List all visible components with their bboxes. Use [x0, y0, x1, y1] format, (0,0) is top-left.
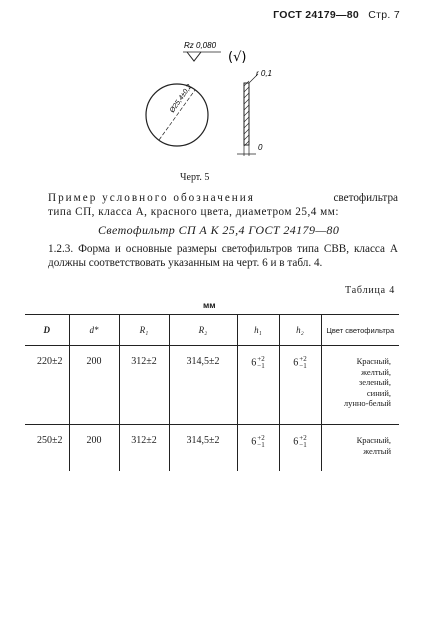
header-r1: R₁	[119, 315, 169, 346]
color-item: лунно-белый	[343, 398, 391, 408]
example-tail: светофильтра	[333, 192, 398, 204]
h2-base: 6	[293, 436, 299, 448]
header-color: Цвет светофильтра	[321, 315, 399, 346]
clause-paragraph: 1.2.3. Форма и основные размеры светофильтров типа СВВ, класса А должны соответствовать указанным на черт. 6 и в табл. 4.	[48, 243, 398, 269]
table-row	[25, 346, 399, 425]
hatch-line	[244, 129, 249, 134]
cell-r1: 312±2	[119, 425, 169, 472]
cell-h2	[279, 346, 321, 425]
page-number: Стр. 7	[368, 9, 400, 21]
color-item: Красный,	[356, 356, 391, 366]
hatch-line	[244, 93, 249, 98]
h2-lower: −1	[299, 362, 307, 370]
h1-lower: −1	[257, 441, 265, 449]
h2-tolerance	[299, 435, 306, 449]
technical-drawing	[140, 30, 290, 160]
hatch-line	[244, 117, 249, 122]
page-header	[273, 9, 400, 21]
radius-label: r 0,1	[256, 69, 273, 78]
h1-base: 6	[251, 436, 257, 448]
h1-lower: −1	[257, 362, 265, 370]
cell-d-outer: 250±2	[25, 425, 69, 472]
example-designation: Светофильтр СП А К 25,4 ГОСТ 24179—80	[98, 223, 340, 237]
h1-base: 6	[251, 357, 257, 369]
roughness-parenthesis: (√)	[228, 50, 247, 65]
header-h1: h₁	[237, 315, 279, 346]
h1-upper: +2	[257, 434, 265, 442]
cell-d-inner: 200	[69, 346, 119, 425]
units-label: мм	[203, 300, 216, 310]
h2-upper: +2	[299, 434, 307, 442]
cell-d-outer: 220±2	[37, 356, 63, 367]
h2-upper: +2	[299, 355, 307, 363]
h2-base: 6	[293, 357, 299, 369]
standard-number: ГОСТ 24179—80	[273, 9, 360, 21]
cell-d-inner: 200	[69, 425, 119, 472]
roughness-symbol	[187, 52, 201, 61]
h1-tolerance	[257, 356, 264, 370]
cell-h1	[237, 425, 279, 472]
color-item: желтый	[363, 445, 391, 456]
header-r2: R₂	[169, 315, 237, 346]
h1-tolerance	[257, 435, 264, 449]
h2-lower: −1	[299, 441, 307, 449]
header-d-inner: d*	[69, 315, 119, 346]
example-lead: Пример условного обозначения	[48, 192, 255, 204]
cell-colors	[321, 425, 399, 472]
hatch-line	[244, 105, 249, 110]
example-line2: типа СП, класса А, красного цвета, диаметром 25,4 мм:	[48, 206, 339, 218]
hatch-line	[244, 111, 249, 116]
color-item: Красный,	[356, 435, 391, 445]
roughness-label: Rz 0,080	[184, 41, 217, 50]
cell-h1	[237, 346, 279, 425]
hatch-line	[244, 99, 249, 104]
header-d-outer: D	[25, 315, 69, 346]
figure-caption: Черт. 5	[180, 172, 210, 183]
table-row	[25, 425, 399, 472]
example-paragraph	[48, 191, 398, 219]
thickness-label: 0	[258, 143, 263, 152]
hatch-line	[244, 135, 249, 140]
cell-r2: 314,5±2	[169, 346, 237, 425]
cell-r2: 314,5±2	[169, 425, 237, 472]
color-item: зеленый,	[358, 377, 391, 387]
cell-h2	[279, 425, 321, 472]
table-caption: Таблица 4	[345, 285, 395, 296]
cell-colors	[321, 346, 399, 425]
color-item: синий,	[366, 387, 391, 398]
table-header-row	[25, 315, 399, 346]
color-item: желтый,	[361, 366, 391, 377]
dimensions-table	[25, 314, 399, 471]
diameter-label: Ø25,4±0,2	[168, 83, 194, 115]
hatch-line	[244, 87, 249, 92]
header-h2: h₂	[279, 315, 321, 346]
h1-upper: +2	[257, 355, 265, 363]
h2-tolerance	[299, 356, 306, 370]
cell-r1: 312±2	[119, 346, 169, 425]
hatch-line	[244, 123, 249, 128]
